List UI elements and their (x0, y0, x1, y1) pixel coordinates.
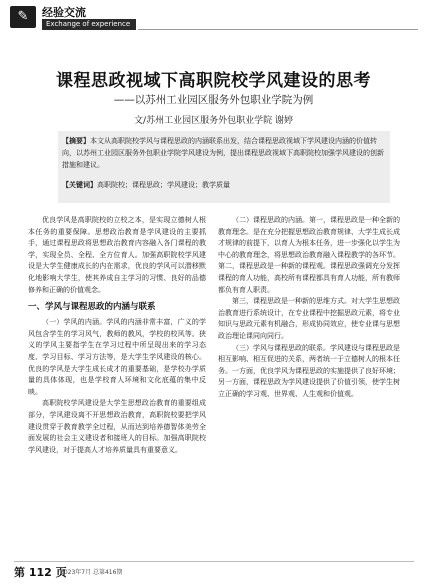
keywords-label: 【关键词】 (62, 181, 97, 189)
article-subtitle: ——以苏州工业园区服务外包职业学院为例 (113, 94, 314, 106)
section-heading: 一、学风与课程思政的内涵与联系 (28, 302, 156, 313)
abstract-label: 【摘要】 (62, 137, 90, 145)
body-paragraph: 第三，课程思政是一种新的思维方式。对大学生思想政治教育进行系统设计，在专业课程中挖掘思政元素，将专业知识与思政元素有机融合，形成协同效应，使专业课与思想政治理论课同向同行。 (218, 297, 400, 340)
article-author: 文/苏州工业园区服务外包职业学院 谢婷 (134, 116, 293, 126)
intro-paragraph: 优良学风是高职院校的立校之本，是实现立德树人根本任务的重要保障。思想政治教育是学风建设的主要抓手，通过课程思政将思想政治教育内容融入各门课程的教学，实现全员、全程、全方位育人。加强高职院校学风建设是大学生健康成长的内在需求，优良的学风可以潜移默化地影响大学生，使其养成自主学习的习惯、良好的品德修养和正确的价值观念。 (28, 216, 206, 294)
keywords-text: 高职院校；课程思政；学风建设；教学质量 (97, 181, 230, 189)
issue-info: 2023年7月 总第416期 (60, 569, 123, 576)
body-paragraph: 高职院校学风建设是大学生思想政治教育的重要组成部分，学风建设离不开思想政治教育，高职院校要把学风建设贯穿于教育教学全过程，从而达到培养德智体美劳全面发展的社会主义建设者和接班人的目标。加强高职院校学风建设，对于提高人才培养质量具有重要意义。 (28, 399, 206, 454)
column-subtitle: Exchange of experience (42, 19, 136, 30)
column-title: 经验交流 (42, 6, 86, 19)
footer-rule (14, 561, 414, 562)
page-number: 第 112 页 (14, 566, 67, 579)
right-column (218, 215, 400, 401)
abstract-text: 本文从高职院校学风与课程思政的内涵联系出发，结合课程思政视域下学风建设内涵的价值转向，以苏州工业园区服务外包职业学院学风建设为例，提出课程思政视域下高职院校加强学风建设的创新措施和建议。 (62, 137, 384, 169)
body-paragraph: （三）学风与课程思政的联系。学风建设与课程思政是相互影响、相互促进的关系，两者统一于立德树人的根本任务。一方面，优良学风为课程思政的实施提供了良好环境；另一方面，课程思政为学风建设提供了价值引领，使学生树立正确的学习观、世界观、人生观和价值观。 (218, 343, 400, 398)
abstract (62, 135, 388, 171)
body-paragraph: （一）学风的内涵。学风的内涵非常丰富，广义的学风包含学生的学习风气，教师的教风，学校的校风等。狭义的学风主要指学生在学习过程中所呈现出来的学习态度、学习目标、学习方法等，是大学生学风建设的核心。优良的学风是大学生成长成才的重要基础，是学校办学质量的具体体现，也是学校育人环境和文化底蕴的集中反映。 (28, 318, 206, 396)
body-paragraph: （二）课程思政的内涵。第一，课程思政是一种全新的教育理念。是在充分把握思想政治教育规律、大学生成长成才规律的前提下，以育人为根本任务，进一步强化以学生为中心的教育理念，将思想政治教育融入课程教学的各环节。第二，课程思政是一种新的课程观。课程思政强调充分发挥课程的育人功能，高校所有课程都具有育人功能，所有教师都负有育人职责。 (218, 216, 400, 294)
header-rule (138, 29, 418, 30)
article-title: 课程思政视域下高职院校学风建设的思考 (56, 71, 371, 91)
column-logo-icon: ✎ (10, 6, 36, 28)
left-column (28, 215, 206, 456)
keywords (62, 179, 388, 191)
